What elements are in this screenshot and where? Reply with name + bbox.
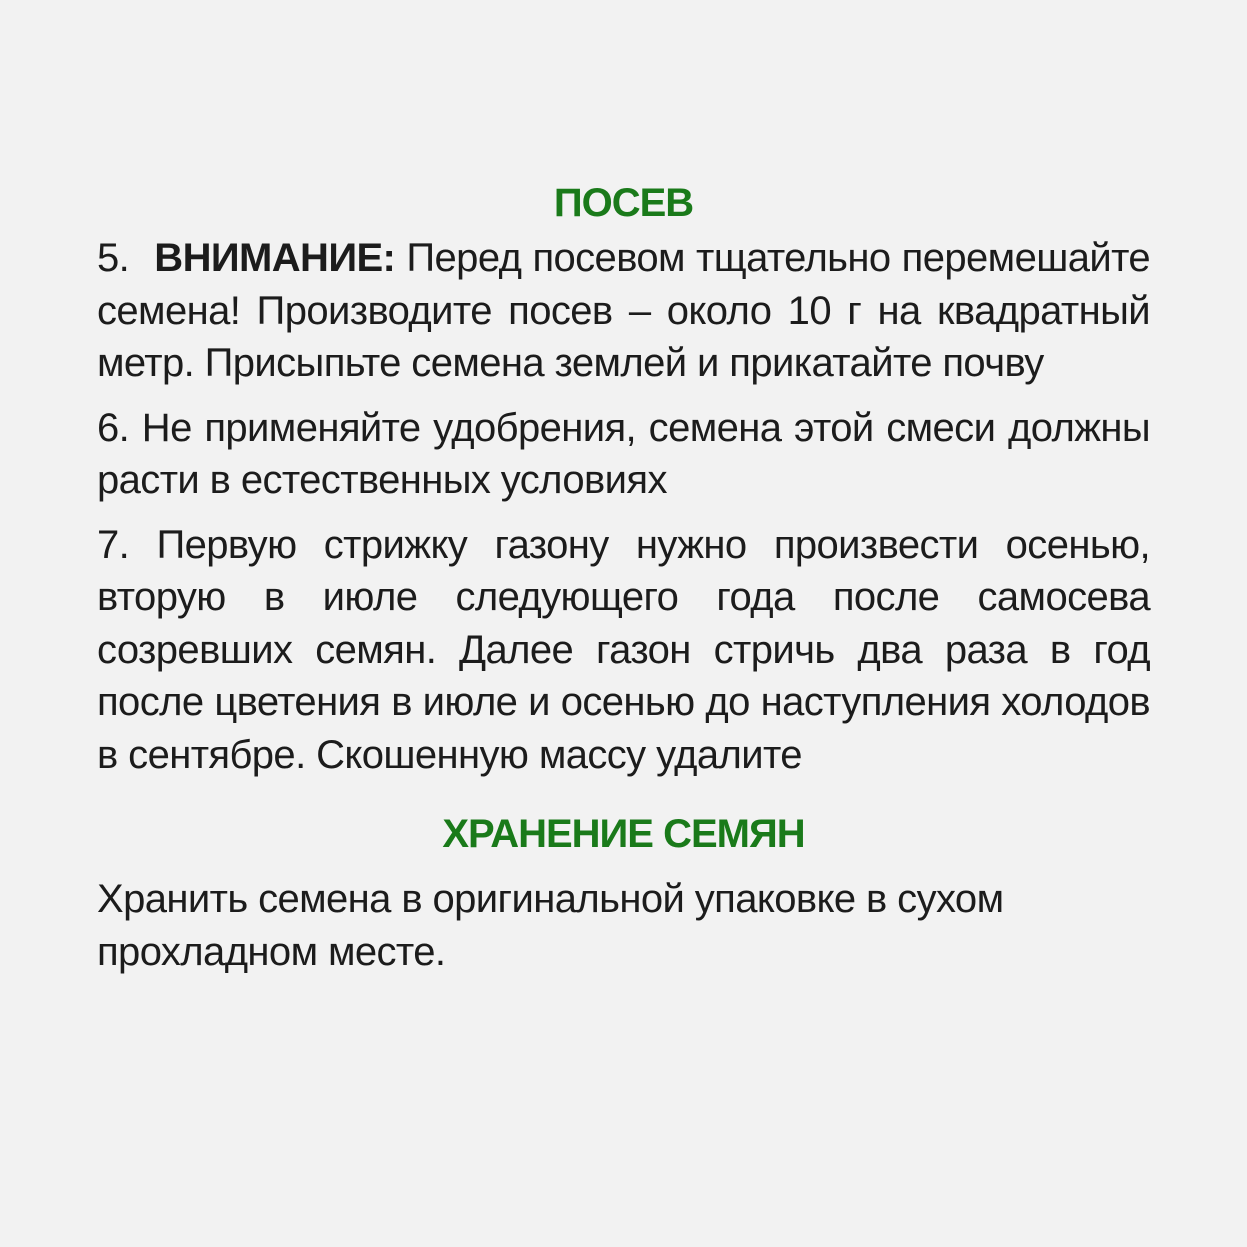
item-text: Не применяйте удобрения, семена этой смеси должны расти в естественных условиях bbox=[97, 405, 1150, 502]
sowing-item-5 bbox=[97, 232, 1150, 390]
storage-heading: ХРАНЕНИЕ СЕМЯН bbox=[442, 812, 805, 856]
item-text: Первую стрижку газону нужно произвести осенью, вторую в июле следующего года после самосева созревших семян. Далее газон стричь два раза в год после цветения в июле и осенью до наступления холодов в сентябре. Скошенную массу удалите bbox=[97, 522, 1150, 777]
item-number: 6. bbox=[97, 405, 130, 450]
sowing-heading: ПОСЕВ bbox=[553, 181, 694, 225]
instructions-panel bbox=[97, 178, 1150, 978]
storage-text: Хранить семена в оригинальной упаковке в сухом прохладном месте. bbox=[97, 877, 1004, 974]
sowing-item-6 bbox=[97, 402, 1150, 507]
sowing-item-7 bbox=[97, 519, 1150, 782]
item-number: 7. bbox=[97, 522, 130, 567]
item-number: 5. bbox=[97, 236, 130, 280]
item-text: Перед посевом тщательно перемешайте семена! Производите посев – около 10 г на квадратный метр. Присыпьте семена землей и прикатайте почву bbox=[97, 236, 1151, 385]
warning-label: ВНИМАНИЕ: bbox=[154, 236, 396, 280]
